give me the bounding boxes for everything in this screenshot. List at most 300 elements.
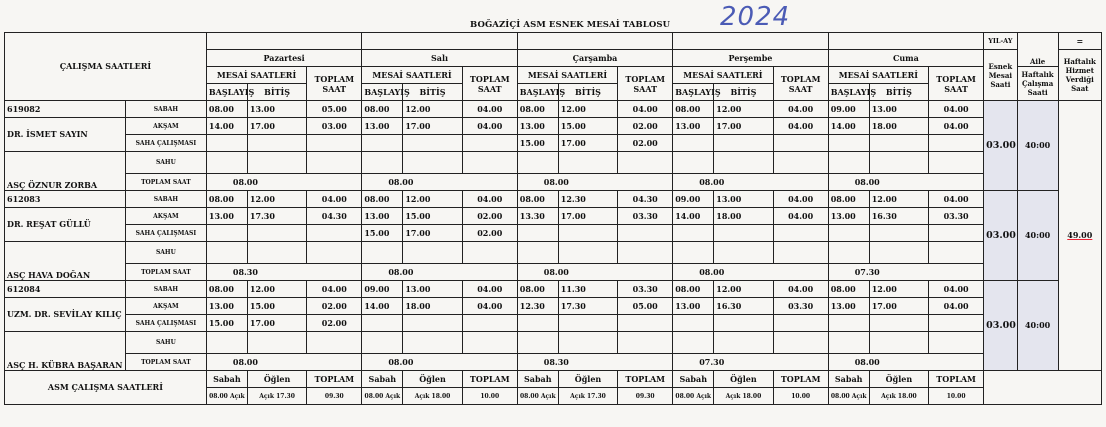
total-hours (618, 225, 673, 242)
haftalik-calisma-value: 40:00 (1017, 191, 1058, 281)
haftalik-calisma-header: Haftalık Çalışma Saati (1017, 67, 1058, 101)
start-time: 15.00 (206, 315, 247, 332)
handwritten-year: 2024 (720, 2, 791, 32)
day-total: 08.00 (828, 174, 983, 191)
end-time: 12.30 (558, 191, 617, 208)
total-hours: 02.00 (307, 298, 362, 315)
footer-oglen: Öğlen (403, 371, 462, 388)
day-total: 07.30 (828, 264, 983, 281)
start-time: 14.00 (206, 118, 247, 135)
footer-acik: Açık (414, 392, 430, 400)
start-time (517, 315, 558, 332)
start-time: 15.00 (517, 135, 558, 152)
start-time (206, 225, 247, 242)
empty-cell (869, 152, 928, 174)
row-label-sabah: SABAH (125, 101, 206, 118)
aile-header: Aile (1017, 33, 1058, 67)
empty-cell (517, 332, 558, 354)
start-time: 08.00 (362, 101, 403, 118)
start-time (673, 135, 714, 152)
day-total: 08.00 (517, 174, 672, 191)
end-time: 15.00 (247, 298, 306, 315)
footer-end: 18.00 (431, 392, 451, 400)
empty-cell (403, 152, 462, 174)
footer-toplam: TOPLAM (462, 371, 517, 388)
end-time: 17.00 (869, 298, 928, 315)
footer-acik: Açık (570, 392, 585, 400)
footer-total: 09.30 (618, 388, 673, 405)
end-time: 17.30 (247, 208, 306, 225)
start-time: 08.00 (517, 101, 558, 118)
footer-sabah: Sabah (517, 371, 558, 388)
start-time (517, 225, 558, 242)
empty-cell (773, 242, 828, 264)
footer-end: 18.00 (742, 392, 762, 400)
total-hours (773, 135, 828, 152)
empty-cell (307, 152, 362, 174)
end-time (558, 225, 617, 242)
empty-cell (517, 152, 558, 174)
start-time (828, 135, 869, 152)
footer-sabah-range (828, 388, 869, 405)
footer-start: 08.00 (364, 392, 384, 400)
day-total: 08.00 (362, 354, 517, 371)
end-time: 17.30 (558, 298, 617, 315)
bitis-header: BİTİŞ (714, 84, 773, 101)
baslayis-header: BAŞLAYIŞ (517, 84, 558, 101)
total-hours: 03.30 (618, 281, 673, 298)
empty-cell (403, 242, 462, 264)
mesai-saatleri-header: MESAİ SAATLERİ (828, 67, 928, 84)
calisma-saatleri-header: ÇALIŞMA SAATLERİ (5, 33, 207, 101)
start-time (673, 315, 714, 332)
start-time: 09.00 (362, 281, 403, 298)
start-time: 08.00 (828, 281, 869, 298)
empty-cell (517, 242, 558, 264)
total-hours (618, 315, 673, 332)
end-time (714, 135, 773, 152)
end-time: 12.00 (869, 281, 928, 298)
start-time: 13.00 (517, 118, 558, 135)
empty-cell (462, 332, 517, 354)
footer-acik: Açık (881, 392, 896, 400)
footer-end: 17.30 (276, 392, 295, 400)
end-time: 18.00 (869, 118, 928, 135)
footer-acik: Açık (725, 392, 741, 400)
end-time: 17.00 (558, 208, 617, 225)
footer-oglen-range (247, 388, 306, 405)
total-hours: 04.00 (773, 281, 828, 298)
end-time: 18.00 (403, 298, 462, 315)
day-blank-cell (517, 33, 672, 50)
unit-code: 619082 (5, 101, 126, 118)
row-label-toplam_saat: TOPLAM SAAT (125, 264, 206, 281)
start-time: 14.00 (828, 118, 869, 135)
empty-cell (773, 332, 828, 354)
day-total: 08.00 (206, 354, 361, 371)
end-time: 12.00 (247, 281, 306, 298)
bitis-header: BİTİŞ (558, 84, 617, 101)
start-time: 08.00 (206, 101, 247, 118)
row-label-sahu: SAHU (125, 152, 206, 174)
footer-sabah-range (206, 388, 247, 405)
empty-cell (618, 152, 673, 174)
empty-cell (307, 242, 362, 264)
empty-cell (773, 152, 828, 174)
footer-oglen: Öğlen (869, 371, 928, 388)
empty-cell (247, 332, 306, 354)
day-blank-cell (206, 33, 361, 50)
end-time (403, 135, 462, 152)
day-total: 08.00 (362, 264, 517, 281)
total-hours: 04.00 (929, 118, 984, 135)
total-hours: 04.00 (929, 191, 984, 208)
empty-cell (362, 242, 403, 264)
end-time (869, 135, 928, 152)
unit-code: 612083 (5, 191, 126, 208)
empty-cell (714, 152, 773, 174)
yil-ay-header: YIL-AY (984, 33, 1017, 50)
mesai-saatleri-header: MESAİ SAATLERİ (362, 67, 462, 84)
start-time: 13.00 (828, 208, 869, 225)
footer-sabah: Sabah (828, 371, 869, 388)
haftalik-hizmet-header: Haftalık Hizmet Verdiği Saat (1058, 50, 1101, 101)
total-hours: 04.00 (307, 191, 362, 208)
haftalik-calisma-value: 40:00 (1017, 101, 1058, 191)
empty-cell (828, 242, 869, 264)
end-time: 12.00 (714, 281, 773, 298)
total-hours: 04.00 (929, 101, 984, 118)
start-time (362, 315, 403, 332)
asc-name: ASÇ HAVA DOĞAN (5, 242, 126, 281)
total-hours: 02.00 (307, 315, 362, 332)
total-hours: 04.00 (462, 281, 517, 298)
end-time: 17.00 (247, 118, 306, 135)
total-hours (462, 135, 517, 152)
empty-cell (307, 332, 362, 354)
total-hours: 04.00 (462, 298, 517, 315)
total-hours: 04.00 (773, 208, 828, 225)
total-hours: 03.30 (929, 208, 984, 225)
footer-acik: Açık (540, 392, 556, 400)
asc-name: ASÇ ÖZNUR ZORBA (5, 152, 126, 191)
empty-cell (869, 332, 928, 354)
row-label-toplam_saat: TOPLAM SAAT (125, 174, 206, 191)
end-time (869, 225, 928, 242)
day-name-4: Cuma (828, 50, 983, 67)
baslayis-header: BAŞLAYIŞ (362, 84, 403, 101)
day-name-1: Salı (362, 50, 517, 67)
bitis-header: BİTİŞ (403, 84, 462, 101)
start-time: 08.00 (517, 281, 558, 298)
empty-cell (462, 242, 517, 264)
total-hours: 04.00 (773, 191, 828, 208)
total-hours: 02.00 (462, 208, 517, 225)
footer-oglen: Öğlen (714, 371, 773, 388)
end-time: 16.30 (869, 208, 928, 225)
total-hours (462, 315, 517, 332)
toplam-saat-header: TOPLAM SAAT (307, 67, 362, 101)
start-time: 08.00 (517, 191, 558, 208)
footer-acik: Açık (259, 392, 274, 400)
total-hours: 04.00 (618, 101, 673, 118)
total-hours: 04.00 (773, 118, 828, 135)
start-time: 14.00 (673, 208, 714, 225)
empty-cell (558, 332, 617, 354)
doctor-name: UZM. DR. SEVİLAY KILIÇ (5, 298, 126, 332)
empty-cell (206, 152, 247, 174)
footer-total: 10.00 (462, 388, 517, 405)
start-time: 09.00 (673, 191, 714, 208)
total-hours (773, 225, 828, 242)
row-label-aksam: AKŞAM (125, 298, 206, 315)
total-hours: 02.00 (618, 118, 673, 135)
day-total: 08.00 (828, 354, 983, 371)
start-time: 08.00 (362, 191, 403, 208)
start-time: 13.00 (362, 208, 403, 225)
end-time: 12.00 (558, 101, 617, 118)
mesai-saatleri-header: MESAİ SAATLERİ (206, 67, 306, 84)
empty-cell (247, 242, 306, 264)
start-time (828, 315, 869, 332)
day-total: 08.00 (362, 174, 517, 191)
eq-header: = (1058, 33, 1101, 50)
empty-cell (714, 332, 773, 354)
start-time (673, 225, 714, 242)
total-hours: 04.00 (307, 281, 362, 298)
toplam-saat-header: TOPLAM SAAT (618, 67, 673, 101)
end-time: 12.00 (869, 191, 928, 208)
end-time: 16.30 (714, 298, 773, 315)
total-hours: 03.30 (618, 208, 673, 225)
start-time: 08.00 (206, 281, 247, 298)
start-time: 13.00 (673, 118, 714, 135)
baslayis-header: BAŞLAYIŞ (828, 84, 869, 101)
footer-oglen: Öğlen (247, 371, 306, 388)
end-time: 18.00 (714, 208, 773, 225)
total-hours: 02.00 (618, 135, 673, 152)
total-hours: 04.00 (773, 101, 828, 118)
toplam-saat-header: TOPLAM SAAT (773, 67, 828, 101)
footer-start: 08.00 (675, 392, 695, 400)
row-label-aksam: AKŞAM (125, 208, 206, 225)
total-hours: 04.00 (462, 191, 517, 208)
footer-acik: Açık (851, 392, 867, 400)
end-time: 17.00 (558, 135, 617, 152)
start-time: 08.00 (673, 101, 714, 118)
mesai-saatleri-header: MESAİ SAATLERİ (517, 67, 617, 84)
end-time: 13.00 (869, 101, 928, 118)
document-title: BOĞAZİÇİ ASM ESNEK MESAİ TABLOSU (470, 20, 671, 30)
bitis-header: BİTİŞ (247, 84, 306, 101)
start-time: 13.00 (362, 118, 403, 135)
footer-start: 08.00 (830, 392, 850, 400)
start-time: 09.00 (828, 101, 869, 118)
footer-total: 10.00 (773, 388, 828, 405)
day-name-2: Çarşamba (517, 50, 672, 67)
day-total: 07.30 (673, 354, 828, 371)
empty-cell (869, 242, 928, 264)
total-hours (307, 135, 362, 152)
end-time: 17.00 (247, 315, 306, 332)
start-time: 13.00 (673, 298, 714, 315)
footer-oglen-range (403, 388, 462, 405)
end-time (247, 135, 306, 152)
start-time: 14.00 (362, 298, 403, 315)
unit-code: 612084 (5, 281, 126, 298)
start-time (206, 135, 247, 152)
end-time: 17.00 (403, 118, 462, 135)
empty-cell (673, 242, 714, 264)
total-hours: 03.00 (307, 118, 362, 135)
day-total: 08.00 (673, 174, 828, 191)
asm-calisma-saatleri-label: ASM ÇALIŞMA SAATLERİ (5, 371, 207, 405)
end-time (714, 315, 773, 332)
end-time: 15.00 (558, 118, 617, 135)
total-hours (929, 225, 984, 242)
start-time: 08.00 (206, 191, 247, 208)
empty-cell (618, 242, 673, 264)
total-hours (929, 315, 984, 332)
start-time: 13.00 (206, 298, 247, 315)
total-hours: 05.00 (307, 101, 362, 118)
empty-cell (929, 332, 984, 354)
end-time (247, 225, 306, 242)
day-blank-cell (673, 33, 828, 50)
end-time: 13.00 (403, 281, 462, 298)
footer-start: 08.00 (519, 392, 539, 400)
end-time: 17.00 (714, 118, 773, 135)
empty-cell (558, 152, 617, 174)
footer-total: 09.30 (307, 388, 362, 405)
footer-sabah-range (362, 388, 403, 405)
footer-oglen-range (869, 388, 928, 405)
start-time: 13.30 (517, 208, 558, 225)
footer-sabah: Sabah (206, 371, 247, 388)
footer-toplam: TOPLAM (307, 371, 362, 388)
footer-total: 10.00 (929, 388, 984, 405)
total-hours: 04.00 (929, 281, 984, 298)
bitis-header: BİTİŞ (869, 84, 928, 101)
esnek-mesai-value: 03.00 (984, 281, 1017, 371)
empty-cell (929, 242, 984, 264)
total-hours: 02.00 (462, 225, 517, 242)
end-time (558, 315, 617, 332)
footer-toplam: TOPLAM (773, 371, 828, 388)
start-time: 08.00 (828, 191, 869, 208)
end-time: 12.00 (714, 101, 773, 118)
empty-cell (558, 242, 617, 264)
total-hours (773, 315, 828, 332)
row-label-aksam: AKŞAM (125, 118, 206, 135)
total-hours (929, 135, 984, 152)
row-label-sahu: SAHU (125, 332, 206, 354)
footer-sabah: Sabah (362, 371, 403, 388)
end-time: 17.00 (403, 225, 462, 242)
esnek-mesai-value: 03.00 (984, 101, 1017, 191)
row-label-saha: SAHA ÇALIŞMASI (125, 225, 206, 242)
footer-toplam: TOPLAM (929, 371, 984, 388)
footer-sabah-range (673, 388, 714, 405)
end-time: 12.00 (403, 191, 462, 208)
empty-cell (362, 332, 403, 354)
end-time: 12.00 (247, 191, 306, 208)
end-time: 13.00 (247, 101, 306, 118)
start-time: 08.00 (673, 281, 714, 298)
esnek-mesai-value: 03.00 (984, 191, 1017, 281)
start-time: 13.00 (206, 208, 247, 225)
end-time: 11.30 (558, 281, 617, 298)
end-time (714, 225, 773, 242)
toplam-saat-header: TOPLAM SAAT (929, 67, 984, 101)
footer-sabah-range (517, 388, 558, 405)
total-hours: 03.30 (773, 298, 828, 315)
footer-acik: Açık (229, 392, 245, 400)
start-time: 13.00 (828, 298, 869, 315)
baslayis-header: BAŞLAYIŞ (206, 84, 247, 101)
total-hours: 04.00 (462, 118, 517, 135)
empty-cell (929, 152, 984, 174)
empty-cell (618, 332, 673, 354)
day-blank-cell (828, 33, 983, 50)
start-time: 15.00 (362, 225, 403, 242)
empty-cell (206, 242, 247, 264)
row-label-sabah: SABAH (125, 191, 206, 208)
empty-cell (828, 332, 869, 354)
day-total: 08.00 (673, 264, 828, 281)
total-hours: 04.00 (929, 298, 984, 315)
doctor-name: DR. İSMET SAYIN (5, 118, 126, 152)
row-label-saha: SAHA ÇALIŞMASI (125, 315, 206, 332)
footer-sabah: Sabah (673, 371, 714, 388)
empty-cell (403, 332, 462, 354)
day-total: 08.30 (517, 354, 672, 371)
haftalik-calisma-value: 40:00 (1017, 281, 1058, 371)
end-time: 13.00 (714, 191, 773, 208)
empty-cell (714, 242, 773, 264)
day-total: 08.30 (206, 264, 361, 281)
empty-cell (673, 332, 714, 354)
baslayis-header: BAŞLAYIŞ (673, 84, 714, 101)
start-time: 12.30 (517, 298, 558, 315)
empty-cell (828, 152, 869, 174)
footer-start: 08.00 (209, 392, 228, 400)
day-total: 08.00 (206, 174, 361, 191)
asc-name: ASÇ H. KÜBRA BAŞARAN (5, 332, 126, 371)
start-time (828, 225, 869, 242)
footer-acik: Açık (696, 392, 712, 400)
footer-acik: Açık (385, 392, 401, 400)
empty-cell (462, 152, 517, 174)
footer-toplam: TOPLAM (618, 371, 673, 388)
end-time (403, 315, 462, 332)
footer-oglen: Öğlen (558, 371, 617, 388)
end-time (869, 315, 928, 332)
empty-cell (247, 152, 306, 174)
day-name-0: Pazartesi (206, 50, 361, 67)
start-time (362, 135, 403, 152)
empty-cell (673, 152, 714, 174)
day-total: 08.00 (517, 264, 672, 281)
day-blank-cell (362, 33, 517, 50)
footer-end: 17.30 (587, 392, 606, 400)
hizmet-toplam-value: 49.00 (1058, 101, 1101, 371)
esnek-mesai-header: Esnek Mesai Saati (984, 50, 1017, 101)
mesai-saatleri-header: MESAİ SAATLERİ (673, 67, 773, 84)
total-hours: 05.00 (618, 298, 673, 315)
total-hours: 04.00 (462, 101, 517, 118)
row-label-saha: SAHA ÇALIŞMASI (125, 135, 206, 152)
